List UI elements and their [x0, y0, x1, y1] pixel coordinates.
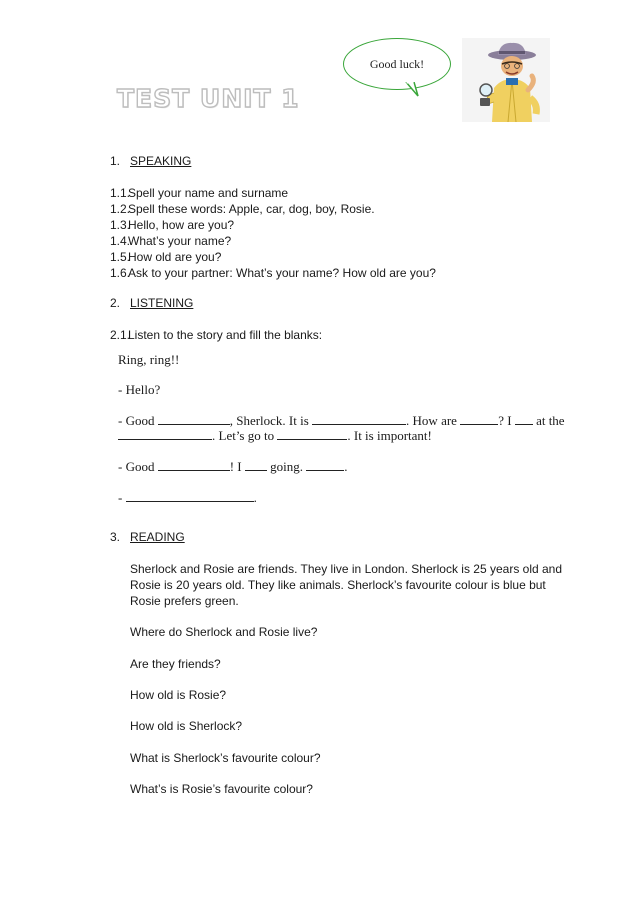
section-speaking-heading [110, 153, 191, 169]
fill-blank[interactable] [158, 458, 230, 471]
section-listening-heading [110, 295, 193, 311]
story-line: Ring, ring!! [118, 352, 180, 367]
reading-question: How old is Sherlock? [130, 719, 243, 733]
reading-passage-line: Rosie prefers green. [130, 594, 239, 608]
story-line: - Good ! I going. . [118, 459, 348, 474]
fill-blank[interactable] [277, 427, 347, 440]
speaking-item: 1.4.What’s your name? [110, 234, 232, 248]
story-line: . Let’s go to . It is important! [118, 427, 432, 444]
story-line: - Good , Sherlock. It is . How are ? I at the [118, 413, 565, 428]
reading-passage-line: Sherlock and Rosie are friends. They live in London. Sherlock is 25 years old and [130, 562, 563, 576]
section-number: 2. [110, 296, 121, 310]
speech-bubble-tail [404, 82, 424, 98]
section-reading-heading [110, 529, 185, 545]
reading-question: Are they friends? [130, 657, 221, 671]
fill-blank[interactable] [460, 412, 498, 425]
detective-clipart [462, 38, 550, 122]
speaking-item: 1.6.Ask to your partner: What’s your name? How old are you? [110, 266, 436, 280]
reading-passage-line: Rosie is 20 years old. They like animals. Sherlock’s favourite colour is blue but [130, 578, 546, 592]
speech-bubble [343, 38, 451, 90]
story-line: - Hello? [118, 382, 161, 397]
section-title: READING [130, 530, 185, 544]
fill-blank[interactable] [312, 412, 406, 425]
fill-blank[interactable] [306, 458, 344, 471]
reading-question: What’s is Rosie’s favourite colour? [130, 782, 313, 796]
page-title: TEST UNIT 1 [117, 84, 300, 113]
fill-blank[interactable] [158, 412, 230, 425]
section-number: 1. [110, 154, 121, 168]
speech-bubble-text: Good luck! [369, 56, 425, 71]
section-title: SPEAKING [130, 154, 192, 168]
story-line: - . [118, 490, 257, 505]
reading-question: Where do Sherlock and Rosie live? [130, 625, 318, 639]
fill-blank[interactable] [515, 412, 533, 425]
speaking-item: 1.5.How old are you? [110, 250, 222, 264]
listening-instruction: 2.1.Listen to the story and fill the blanks: [110, 328, 323, 342]
speaking-item: 1.3.Hello, how are you? [110, 218, 235, 232]
section-number: 3. [110, 530, 121, 544]
reading-question: What is Sherlock’s favourite colour? [130, 751, 321, 765]
fill-blank[interactable] [245, 458, 267, 471]
speaking-item: 1.1.Spell your name and surname [110, 186, 289, 200]
fill-blank[interactable] [118, 427, 212, 440]
fill-blank[interactable] [126, 489, 254, 502]
section-title: LISTENING [130, 296, 194, 310]
speaking-item: 1.2.Spell these words: Apple, car, dog, boy, Rosie. [110, 202, 375, 216]
reading-question: How old is Rosie? [130, 688, 227, 702]
